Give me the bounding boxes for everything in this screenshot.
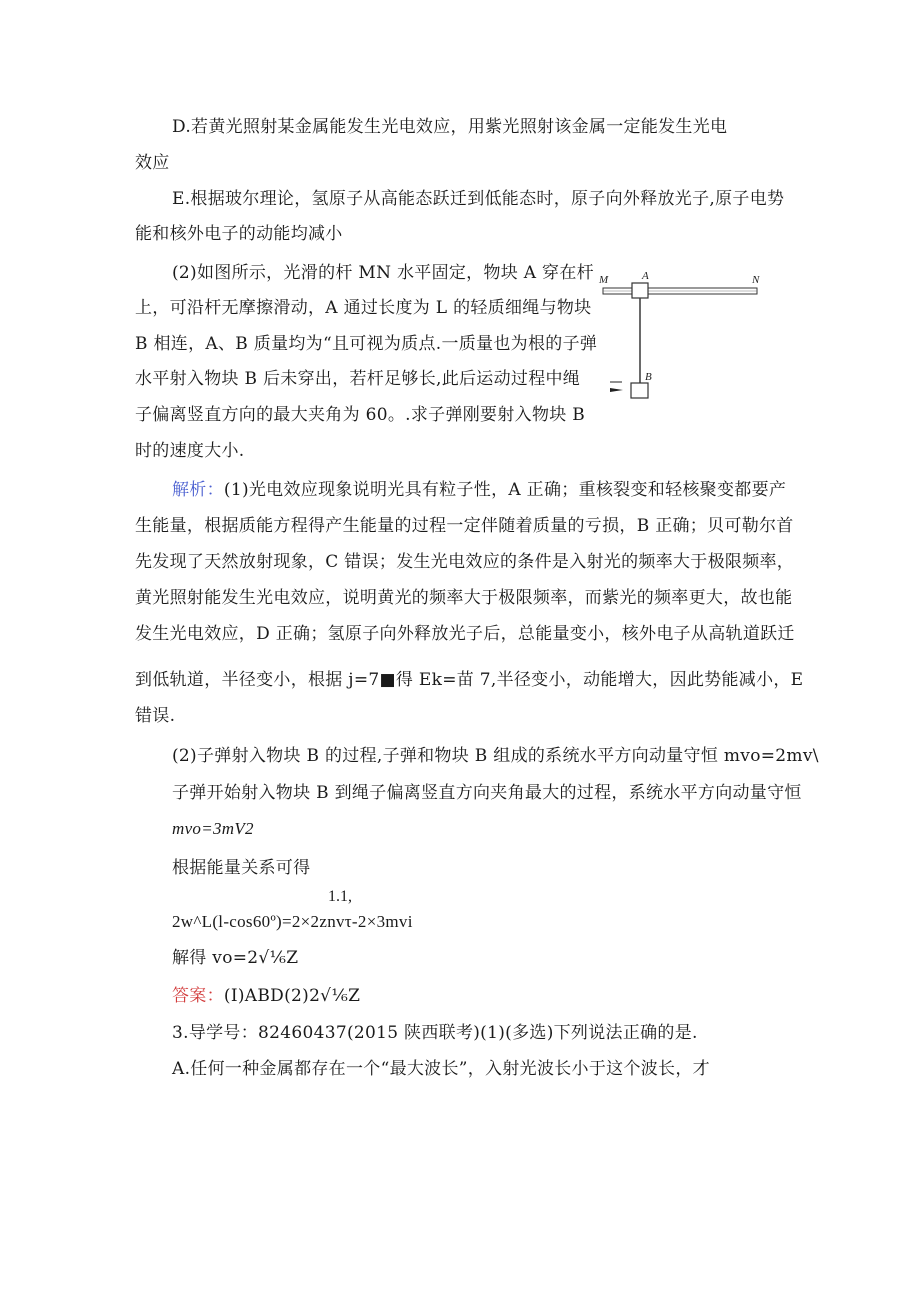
solution-line2: 生能量，根据质能方程得产生能量的过程一定伴随着质量的亏损，B 正确；贝可勒尔首	[135, 516, 794, 536]
question3-line2: A.任何一种金属都存在一个“最大波长”，入射光波长小于这个波长，才	[172, 1059, 710, 1079]
solution-line1: 解析：(1)光电效应现象说明光具有粒子性，A 正确；重核裂变和轻核聚变都要产	[172, 480, 787, 500]
physics-figure	[596, 268, 766, 408]
solution-line4: 黄光照射能发生光电效应，说明黄光的频率大于极限频率，而紫光的频率更大，故也能	[135, 588, 793, 608]
option-e-line2: 能和核外电子的动能均减小	[135, 224, 343, 244]
label-n: N	[752, 274, 760, 286]
equation-fraction-top: 1.1,	[328, 888, 352, 905]
block-a	[632, 283, 648, 298]
part2-line1: (2)如图所示，光滑的杆 MN 水平固定，物块 A 穿在杆	[172, 263, 594, 283]
energy-equation: 2w^L(l-cos60º)=2×2znvτ-2×3mvi	[172, 912, 413, 931]
part2-line4: 水平射入物块 B 后未穿出，若杆足够长,此后运动过程中绳	[135, 369, 581, 389]
solution-part2-line3: mvo=3mV2	[172, 819, 254, 838]
solution-line3: 先发现了天然放射现象，C 错误；发生光电效应的条件是入射光的频率大于极限频率，	[135, 552, 795, 572]
label-b: B	[645, 371, 652, 383]
solution-part2-line1: (2)子弹射入物块 B 的过程,子弹和物块 B 组成的系统水平方向动量守恒 mvo=2mv\	[172, 746, 819, 766]
block-b	[631, 383, 648, 398]
label-a: A	[642, 270, 649, 282]
part2-line3: B 相连，A、B 质量均为“且可视为质点.一质量也为根的子弹	[135, 334, 598, 354]
option-d-line1: D.若黄光照射某金属能发生光电效应，用紫光照射该金属一定能发生光电	[172, 117, 728, 137]
answer-line	[172, 985, 360, 1007]
question3-line1: 3.导学号：82460437(2015 陕西联考)(1)(多选)下列说法正确的是.	[172, 1023, 698, 1043]
part2-line6: 时的速度大小.	[135, 441, 245, 461]
part2-line5: 子偏离竖直方向的最大夹角为 60。.求子弹刚要射入物块 B	[135, 405, 586, 425]
solution-line5: 发生光电效应，D 正确；氢原子向外释放光子后，总能量变小，核外电子从高轨道跃迁	[135, 624, 795, 644]
solution-result: 解得 vo=2√⅙Z	[172, 948, 299, 968]
solution-part2-line4: 根据能量关系可得	[172, 858, 311, 878]
bullet-icon	[610, 388, 623, 392]
solution-label: 解析：	[172, 480, 224, 500]
solution-part2-line2: 子弹开始射入物块 B 到绳子偏离竖直方向夹角最大的过程，系统水平方向动量守恒	[172, 783, 802, 803]
part2-line2: 上，可沿杆无摩擦滑动，A 通过长度为 L 的轻质细绳与物块	[135, 298, 592, 318]
answer-label: 答案：	[172, 986, 224, 1006]
label-m: M	[599, 274, 609, 286]
solution-line7: 错误.	[135, 706, 176, 726]
option-d-line2: 效应	[135, 153, 170, 173]
solution-line6: 到低轨道，半径变小，根据 j=7■得 Ek=苗 7,半径变小，动能增大，因此势能减小，E	[135, 670, 804, 690]
answer-value: (I)ABD(2)2√⅙Z	[223, 986, 361, 1006]
option-e-line1: E.根据玻尔理论，氢原子从高能态跃迁到低能态时，原子向外释放光子,原子电势	[172, 189, 785, 209]
